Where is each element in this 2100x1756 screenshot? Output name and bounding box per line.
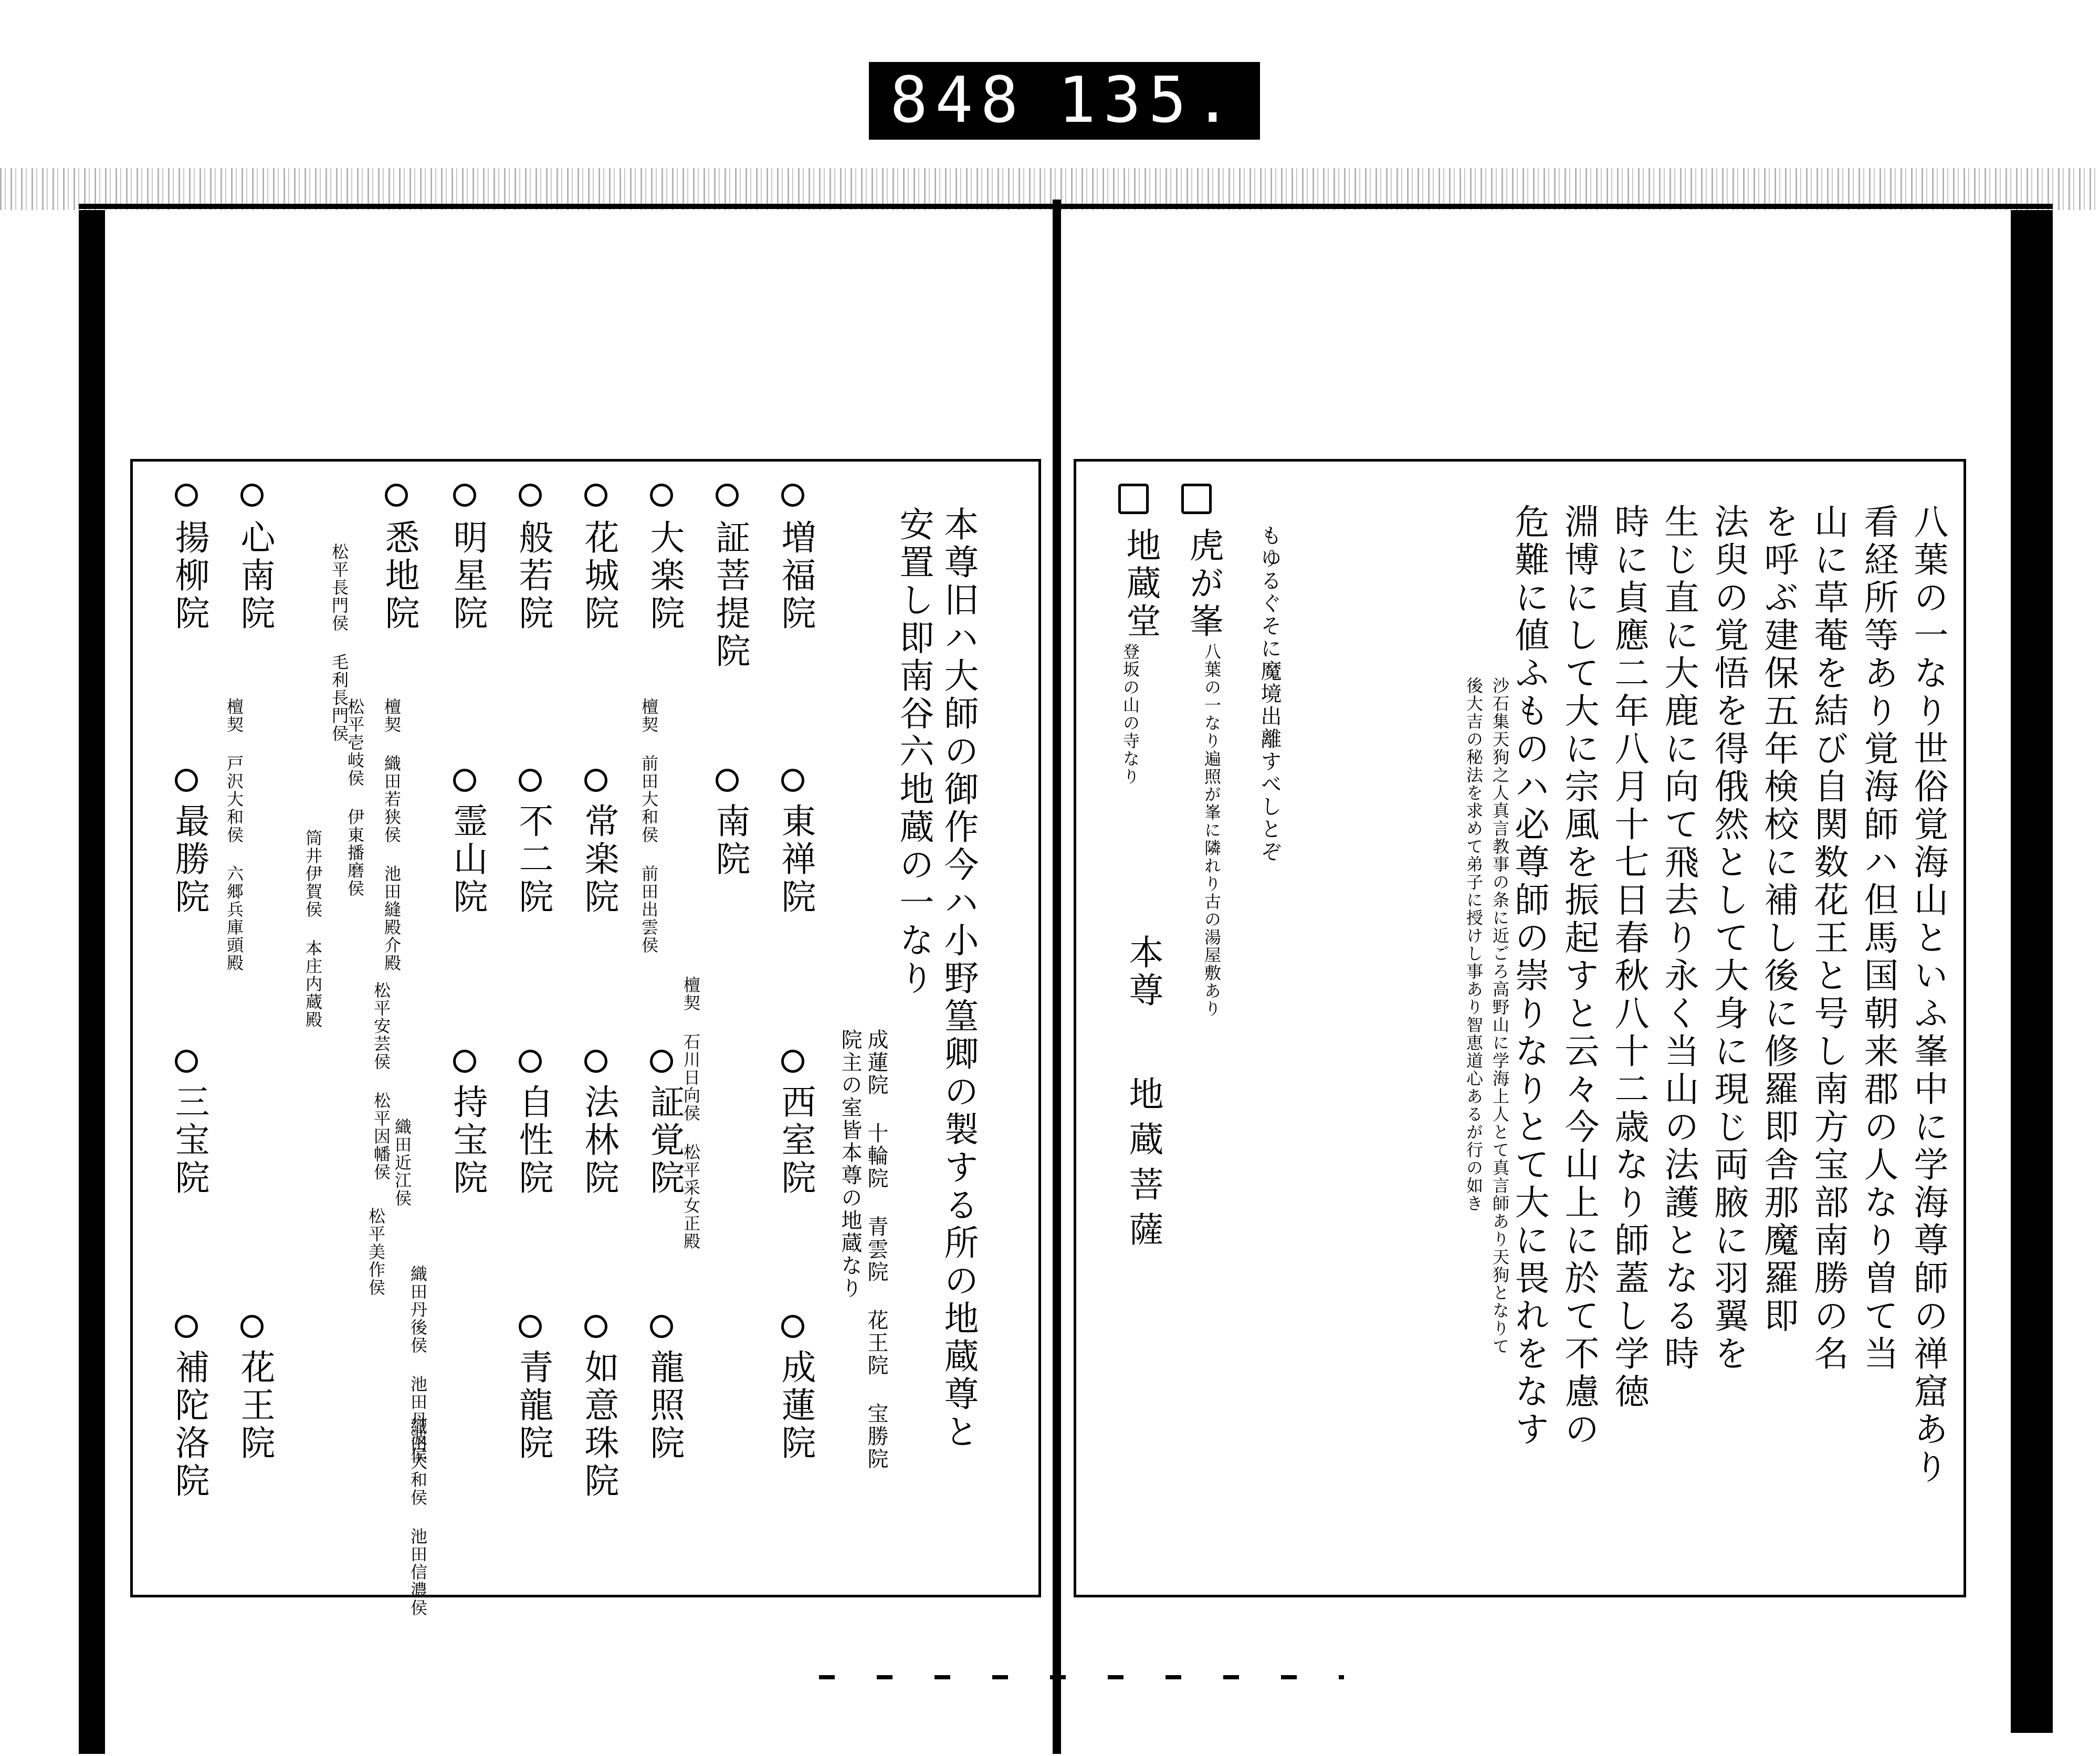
patron-list-2: 松平壱岐侯 伊東播磨侯 [345, 698, 365, 897]
temple-marker [175, 1050, 198, 1073]
small-note: もゆるぐそに魔境出離すべしとぞ [1257, 525, 1282, 863]
patron-list-6: 織田丹後侯 池田丹波侯 [408, 1265, 428, 1465]
temple-marker [650, 1050, 673, 1073]
body-line-9: 危難に値ふものハ必尊師の崇りなりとて大に畏れをなす [1509, 504, 1549, 1449]
temple-name-ryozenin: 霊山院 [447, 803, 488, 916]
temple-name-jorenin: 成蓮院 [775, 1349, 816, 1462]
temple-marker [453, 484, 476, 507]
sub-entry-name-jizodo: 地蔵堂 [1120, 527, 1161, 641]
sub-entry-name-toragamine: 虎が峯 [1183, 527, 1224, 641]
temple-name-tozenin: 東禅院 [775, 803, 816, 916]
body-line-4: を呼ぶ建保五年検校に補し後に修羅即舎那魔羅即 [1758, 504, 1799, 1335]
patron-list-7: 松平美作侯 [366, 1207, 386, 1297]
intro-line-2: 安置し即南谷六地蔵の一なり [894, 506, 934, 998]
patron-list-3: 筒井伊賀侯 本庄内蔵殿 [303, 829, 323, 1029]
temple-note-saishitsuin: 檀契 石川日向侯 松平采女正殿 [681, 976, 701, 1250]
temple-name-jishoin: 自性院 [513, 1084, 553, 1197]
body-line-7: 時に貞應二年八月十七日春秋八十二歳なり師蓋し学徳 [1609, 504, 1649, 1411]
bottom-tick-marks [819, 1675, 1344, 1679]
archive-id-right: 135. [1058, 64, 1239, 137]
temple-marker [584, 769, 607, 792]
temple-name-myojoin: 明星院 [447, 519, 488, 633]
temple-name-dairakuin: 大楽院 [644, 519, 685, 633]
temple-name-hannyain: 般若院 [513, 519, 553, 633]
patron-list-5: 織田近江侯 [392, 1118, 412, 1207]
temple-name-jihoin: 持宝院 [447, 1084, 488, 1197]
sub-entry-desc-jizodo: 登坂の山の寺なり [1120, 643, 1140, 786]
temple-name-kaoin: 花王院 [235, 1349, 275, 1462]
temple-name-horinin: 法林院 [579, 1084, 619, 1197]
temple-marker [781, 1050, 804, 1073]
temple-marker [240, 484, 264, 507]
temple-marker [519, 1050, 542, 1073]
temple-name-saishitsuin: 西室院 [775, 1084, 816, 1197]
right-book-edge [2011, 210, 2053, 1733]
temple-name-zofukuin: 増福院 [775, 519, 816, 633]
body-line-2: 看経所等あり覚海師ハ但馬国朝来郡の人なり曽て当 [1858, 504, 1898, 1373]
body-line-3: 山に草菴を結び自関数花王と号し南方宝部南勝の名 [1808, 504, 1849, 1373]
temple-name-ryoshoin: 龍照院 [644, 1349, 685, 1462]
center-gutter [1053, 200, 1061, 1754]
temple-marker [781, 484, 804, 507]
archive-id-label [869, 62, 1260, 140]
temple-name-shinnanin: 心南院 [235, 519, 275, 633]
temple-note-shitchiin: 松平長門侯 毛利長門侯 [329, 543, 349, 743]
temple-marker [716, 769, 739, 792]
temple-marker [175, 484, 198, 507]
top-edge [79, 204, 2053, 209]
temple-name-fudarakuin: 補陀洛院 [169, 1349, 209, 1500]
temple-marker [240, 1315, 264, 1338]
temple-note-saishoin: 檀契 戸沢大和侯 六郷兵庫頭殿 [224, 698, 244, 972]
temple-name-seiryuin: 青龍院 [513, 1349, 553, 1462]
temple-name-shitchiin: 悉地院 [379, 519, 419, 633]
temple-marker [781, 769, 804, 792]
intro-line-1: 本尊旧ハ大師の御作今ハ小野篁卿の製する所の地蔵尊と [938, 506, 979, 1451]
temple-name-nyoishuin: 如意珠院 [579, 1349, 619, 1500]
body-annotation-1: 沙石集天狗之人真言教事の条に近ごろ高野山に学海上人とて真言師あり天狗となりて [1490, 677, 1510, 1355]
temple-marker [385, 484, 408, 507]
temple-name-yoryuin: 揚柳院 [169, 519, 209, 633]
entry-marker [1181, 484, 1212, 514]
temple-name-nanin: 南院 [710, 803, 750, 879]
archive-id-left: 848 [890, 64, 1026, 137]
temple-marker [175, 769, 198, 792]
temple-marker [650, 1315, 673, 1338]
temple-marker [453, 769, 476, 792]
sub-entry-desc-toragamine: 八葉の一なり遍照が峯に隣れり古の湯屋敷あり [1202, 643, 1222, 1018]
body-line-1: 八葉の一なり世俗覚海山といふ峯中に学海尊師の禅窟あり [1908, 504, 1948, 1487]
temple-marker [650, 484, 673, 507]
temple-marker [519, 769, 542, 792]
temple-marker [584, 1315, 607, 1338]
temple-name-sanboin: 三宝院 [169, 1084, 209, 1197]
left-book-edge [79, 210, 105, 1754]
body-line-5: 法臾の覚悟を得俄然として大身に現じ両腋に羽翼を [1708, 504, 1749, 1373]
honzon-value: 地蔵菩薩 [1123, 1076, 1163, 1257]
entry-marker [1118, 484, 1149, 514]
patron-list-1: 檀契 織田若狭侯 池田縫殿介殿 [382, 698, 402, 972]
intro-line-3: 成蓮院 十輪院 青雲院 花王院 宝勝院 [864, 1029, 888, 1470]
body-annotation-2: 後大吉の秘法を求めて弟子に授けし事あり智恵道心あるが行の如き [1464, 677, 1484, 1213]
patron-list-8: 織田大和侯 池田信濃侯 [408, 1417, 428, 1617]
temple-marker [584, 1050, 607, 1073]
temple-marker [716, 484, 739, 507]
temple-name-kajoin: 花城院 [579, 519, 619, 633]
temple-note-nanin: 檀契 前田大和侯 前田出雲侯 [639, 698, 659, 954]
temple-marker [519, 1315, 542, 1338]
honzon-label: 本尊 [1123, 934, 1163, 1010]
right-page-frame [1074, 459, 1966, 1597]
body-line-6: 生じ直に大鹿に向て飛去り永く当山の法護となる時 [1658, 504, 1699, 1373]
temple-marker [175, 1315, 198, 1338]
temple-name-funiin: 不二院 [513, 803, 553, 916]
body-line-8: 淵博にして大に宗風を振起すと云々今山上に於て不慮の [1559, 504, 1599, 1449]
intro-line-4: 院主の室皆本尊の地蔵なり [838, 1029, 862, 1300]
temple-name-shobodaiin: 証菩提院 [710, 519, 750, 671]
patron-list-4: 松平安芸侯 松平因幡侯 [371, 981, 391, 1181]
temple-name-saishoin: 最勝院 [169, 803, 209, 916]
temple-marker [519, 484, 542, 507]
temple-marker [584, 484, 607, 507]
temple-name-jorakuin: 常楽院 [579, 803, 619, 916]
temple-marker [453, 1050, 476, 1073]
temple-name-shokakuin: 証覚院 [644, 1084, 685, 1197]
left-page-frame [130, 459, 1041, 1617]
temple-marker [781, 1315, 804, 1338]
